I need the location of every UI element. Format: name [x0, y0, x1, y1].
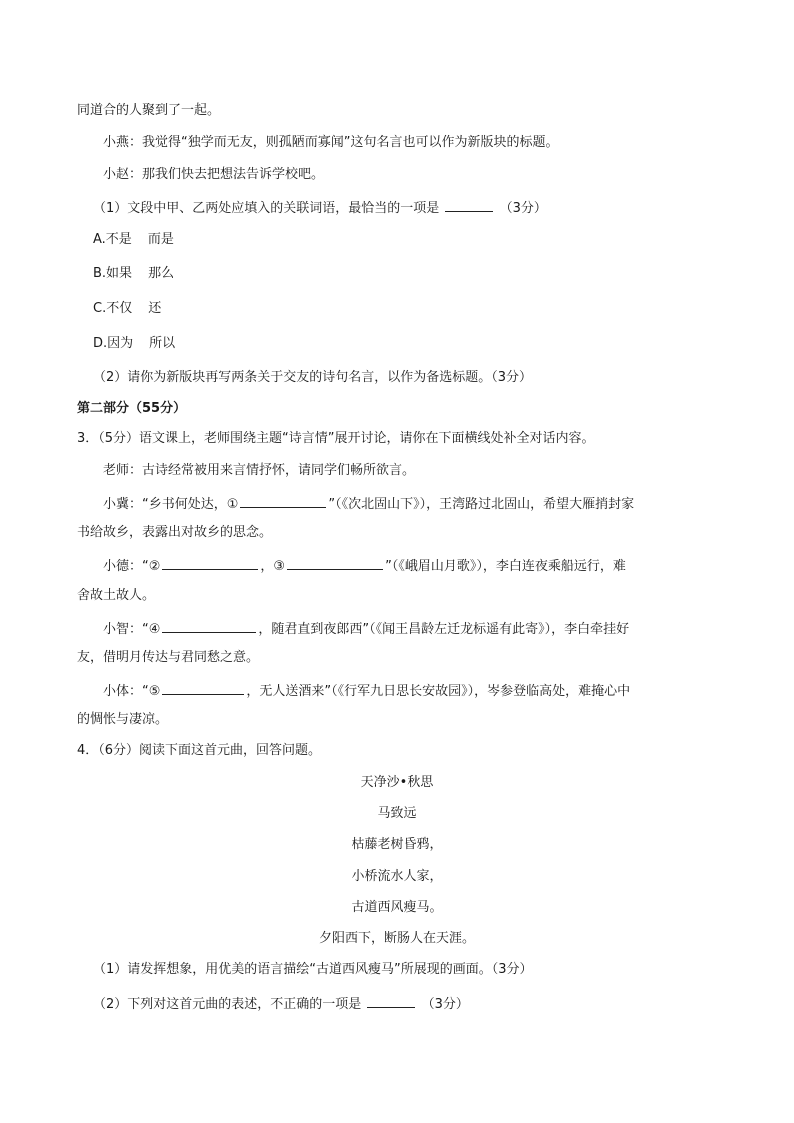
- poem-line-4: 夕阳西下，断肠人在天涯。: [318, 931, 475, 946]
- answer-blank-2[interactable]: [162, 555, 258, 570]
- question-1-1: [93, 197, 733, 217]
- option-b: [93, 265, 733, 282]
- xiaoti-suffix: ，无人送酒来”（《行军九日思长安故园》），岑参登临高处，难掩心中: [246, 684, 631, 699]
- option-b-letter: B.如果: [93, 266, 133, 281]
- dialogue-xiaoti-cont: 的惆怅与凄凉。: [77, 712, 169, 727]
- answer-blank[interactable]: [445, 197, 493, 212]
- question-1-1-score: （3分）: [499, 201, 547, 216]
- paragraph-intro: 同道合的人聚到了一起。: [77, 103, 221, 118]
- xiaode-prefix: 小德：“: [103, 559, 149, 574]
- blank-marker-4: ④: [148, 622, 161, 637]
- dialogue-xiaoji-cont: 书给故乡，表露出对故乡的思念。: [77, 525, 273, 540]
- option-d-word: 所以: [149, 336, 176, 351]
- dialogue-xiaode-cont: 舍故土故人。: [77, 588, 156, 603]
- poem-line-1: 枯藤老树昏鸦，: [351, 837, 443, 852]
- option-c: [93, 300, 733, 317]
- dialogue-xiaozhi-cont: 友，借明月传达与君同愁之意。: [77, 650, 260, 665]
- xiaoti-prefix: 小体：“: [103, 684, 149, 699]
- question-4-2-score: （3分）: [421, 997, 469, 1012]
- poem-title: 天净沙•秋思: [360, 775, 434, 790]
- poem-author: 马致远: [377, 806, 417, 821]
- xiaoji-prefix: 小冀：“乡书何处达，: [103, 497, 227, 512]
- xiaode-comma: ，: [260, 559, 274, 574]
- option-c-letter: C.不仅: [93, 301, 133, 316]
- dialogue-xiaoji: [103, 493, 743, 513]
- question-4-stem: 4．（6分）阅读下面这首元曲，回答问题。: [77, 743, 322, 758]
- question-1-1-stem: （1）文段中甲、乙两处应填入的关联词语，最恰当的一项是: [93, 201, 440, 216]
- section-heading: 第二部分（55分）: [77, 401, 187, 416]
- blank-marker-1: ①: [226, 497, 239, 512]
- dialogue-xiaode: [103, 555, 743, 575]
- question-4-1: （1）请发挥想象，用优美的语言描绘“古道西风瘦马”所展现的画面。（3分）: [93, 962, 533, 977]
- xiaode-suffix: ”（《峨眉山月歌》），李白连夜乘船远行，难: [385, 559, 626, 574]
- xiaozhi-prefix: 小智：“: [103, 622, 149, 637]
- answer-blank[interactable]: [367, 993, 415, 1008]
- option-a-letter: A.不是: [93, 232, 132, 247]
- option-b-word: 那么: [148, 266, 175, 281]
- option-d-letter: D.因为: [93, 336, 134, 351]
- answer-blank-1[interactable]: [240, 493, 326, 508]
- answer-blank-3[interactable]: [287, 555, 383, 570]
- poem-line-2: 小桥流水人家，: [351, 869, 443, 884]
- poem-line-3: 古道西风瘦马。: [351, 900, 443, 915]
- dialogue-xiaoyan: 小燕：我觉得“独学而无友，则孤陋而寡闻”这句名言也可以作为新版块的标题。: [103, 135, 559, 150]
- answer-blank-4[interactable]: [162, 618, 256, 633]
- option-d: [93, 335, 733, 352]
- blank-marker-3: ③: [273, 559, 286, 574]
- blank-marker-2: ②: [148, 559, 161, 574]
- dialogue-xiaoti: [103, 680, 743, 700]
- answer-blank-5[interactable]: [162, 680, 244, 695]
- dialogue-teacher: 老师：古诗经常被用来言情抒怀，请同学们畅所欲言。: [103, 463, 416, 478]
- option-c-word: 还: [148, 301, 162, 316]
- question-3-stem: 3．（5分）语文课上，老师围绕主题“诗言情”展开讨论，请你在下面横线处补全对话内容。: [77, 431, 595, 446]
- option-a-word: 而是: [147, 232, 174, 247]
- xiaozhi-suffix: ，随君直到夜郎西”（《闻王昌龄左迁龙标遥有此寄》），李白牵挂好: [258, 622, 630, 637]
- question-1-2: （2）请你为新版块再写两条关于交友的诗句名言，以作为备选标题。（3分）: [93, 370, 533, 385]
- xiaoji-suffix: ”（《次北固山下》），王湾路过北固山，希望大雁捎封家: [328, 497, 635, 512]
- blank-marker-5: ⑤: [148, 684, 161, 699]
- option-a: [93, 231, 733, 248]
- question-4-2-stem: （2）下列对这首元曲的表述，不正确的一项是: [93, 997, 362, 1012]
- dialogue-xiaozhao: 小赵：那我们快去把想法告诉学校吧。: [103, 167, 325, 182]
- dialogue-xiaozhi: [103, 618, 743, 638]
- question-4-2: [93, 993, 733, 1013]
